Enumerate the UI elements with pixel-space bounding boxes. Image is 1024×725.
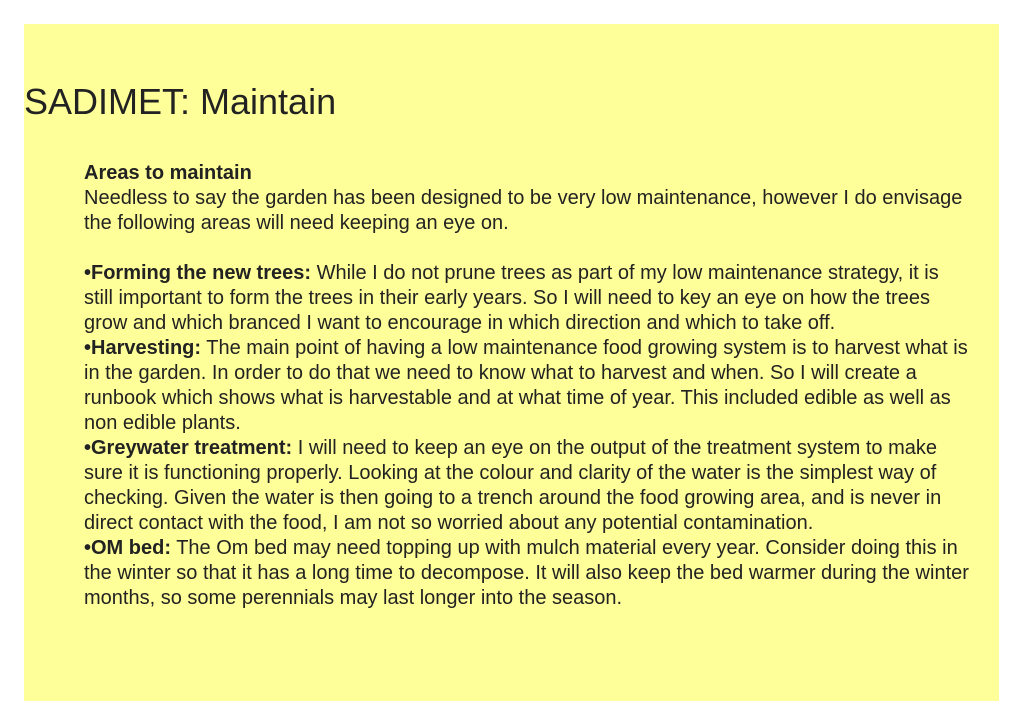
bullet-text: I will need to keep an eye on the output of the treatment system to make sure it is functioning properly. Looking at the colour and clarity of the water is the simplest way of checking. Given the water is then going to a trench around the food growing area, and is never in direct contact with the food, I am not so worried about any potential contamination. <box>84 437 942 534</box>
bullet-label: •Forming the new trees: <box>84 262 312 284</box>
slide-body <box>84 161 969 611</box>
paragraph-spacer <box>84 236 969 261</box>
bullet-label: •OM bed: <box>84 537 171 559</box>
slide <box>24 24 999 701</box>
intro-paragraph: Needless to say the garden has been designed to be very low maintenance, however I do envisage the following areas will need keeping an eye on. <box>84 187 963 234</box>
bullet-om-bed <box>84 536 969 611</box>
bullet-harvesting <box>84 336 969 436</box>
slide-title: SADIMET: Maintain <box>24 81 337 122</box>
bullet-text: While I do not prune trees as part of my low maintenance strategy, it is still important to form the trees in their early years. So I will need to key an eye on how the trees grow and which branced I want to encourage in which direction and which to take off. <box>84 262 939 334</box>
section-heading: Areas to maintain <box>84 162 252 184</box>
bullet-greywater-treatment <box>84 436 969 536</box>
bullet-label: •Greywater treatment: <box>84 437 293 459</box>
bullet-label: •Harvesting: <box>84 337 202 359</box>
bullet-text: The main point of having a low maintenance food growing system is to harvest what is in the garden. In order to do that we need to know what to harvest and when. So I will create a runbook which shows what is harvestable and at what time of year. This included edible as well as non edible plants. <box>84 337 968 434</box>
bullet-forming-trees <box>84 261 969 336</box>
bullet-text: The Om bed may need topping up with mulch material every year. Consider doing this in the winter so that it has a long time to decompose. It will also keep the bed warmer during the winter months, so some perennials may last longer into the season. <box>84 537 969 609</box>
